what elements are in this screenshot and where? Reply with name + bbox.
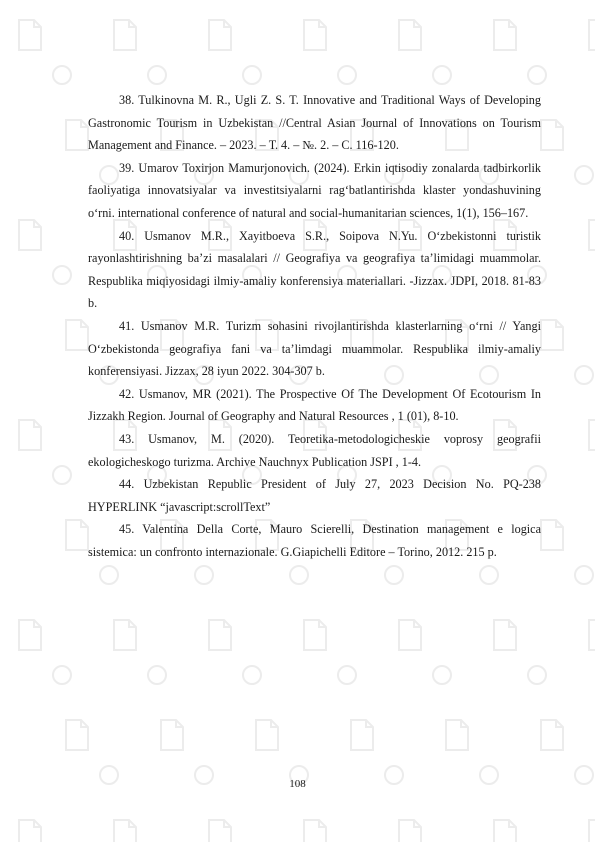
watermark-tile <box>209 620 261 684</box>
watermark-tile <box>114 620 166 684</box>
watermark-tile <box>494 820 546 842</box>
watermark-tile <box>66 720 118 784</box>
reference-45: 45. Valentina Della Corte, Mauro Scierelli, Destination management e logica sistemica: un confronto internazionale. G.Giapichelli Editore – Torino, 2012. 215 p. <box>88 522 541 559</box>
watermark-tile <box>399 620 451 684</box>
reference-41: 41. Usmanov M.R. Turizm sohasini rivojlantirishda klasterlarning o‘rni // Yangi O‘zbekistonda geografiya fani va ta’limdagi muammolar. Respublika ilmiy-amaliy konferensiyasi. Jizzax, 28 iyun 2022. 304-307 b. <box>88 318 541 379</box>
watermark-tile <box>589 620 595 684</box>
reference-38: 38. Tulkinovna M. R., Ugli Z. S. T. Innovative and Traditional Ways of Developing Gastronomic Tourism in Uzbekistan //Central Asian Journal of Innovations on Tourism Management and Finance. – 2023. – Т. 4. – №. 2. – С. 116-120. <box>88 93 541 153</box>
watermark-tile <box>19 420 71 484</box>
watermark-tile <box>541 520 593 584</box>
watermark-tile <box>161 720 213 784</box>
watermark-tile <box>114 20 166 84</box>
watermark-tile <box>256 720 308 784</box>
watermark-tile <box>541 720 593 784</box>
watermark-tile <box>541 320 593 384</box>
watermark-tile <box>209 20 261 84</box>
watermark-tile <box>589 220 595 284</box>
watermark-tile <box>304 20 356 84</box>
watermark-tile <box>541 120 593 184</box>
reference-44: 44. Uzbekistan Republic President of July 27, 2023 Decision No. PQ-238 HYPERLINK “javascript:scrollText” <box>88 477 541 514</box>
watermark-tile <box>494 620 546 684</box>
references-list <box>88 89 541 563</box>
watermark-tile <box>589 20 595 84</box>
watermark-tile <box>351 720 403 784</box>
watermark-tile <box>446 720 498 784</box>
watermark-tile <box>304 820 356 842</box>
watermark-tile <box>209 820 261 842</box>
page-number: 108 <box>289 778 306 790</box>
watermark-tile <box>399 820 451 842</box>
watermark-tile <box>19 20 71 84</box>
reference-42: 42. Usmanov, MR (2021). The Prospective Of The Development Of Ecotourism In Jizzakh Region. Journal of Geography and Natural Resources , 1 (01), 8-10. <box>88 386 541 424</box>
watermark-tile <box>19 820 71 842</box>
watermark-tile <box>19 220 71 284</box>
watermark-tile <box>304 620 356 684</box>
watermark-tile <box>589 820 595 842</box>
watermark-tile <box>19 620 71 684</box>
reference-40: 40. Usmanov M.R., Xayitboeva S.R., Soipova N.Yu. O‘zbekistonni turistik rayonlashtirishning ba’zi masalalari // Geografiya va geografiya ta’limidagi muammolar. Respublika miqiyosidagi ilmiy-amaliy konferensiya materiallari. -Jizzax. JDPI, 2018. 81-83 b. <box>88 228 541 311</box>
reference-43: 43. Usmanov, M. (2020). Teoretika-metodologicheskie voprosy geografii ekologicheskogo turizma. Archive Nauchnyx Publication JSPI , 1-4. <box>88 431 541 469</box>
watermark-tile <box>399 20 451 84</box>
watermark-tile <box>114 820 166 842</box>
reference-39: 39. Umarov Toxirjon Mamurjonovich. (2024). Erkin iqtisodiy zonalarda tadbirkorlik faoliyatiga innovatsiyalar va investitsiyalarni rag‘batlantirishda klaster yondashuvining o‘rni. international conference of natural and social-humanitarian sciences, 1(1), 156–167. <box>88 160 541 220</box>
watermark-tile <box>494 20 546 84</box>
watermark-tile <box>589 420 595 484</box>
